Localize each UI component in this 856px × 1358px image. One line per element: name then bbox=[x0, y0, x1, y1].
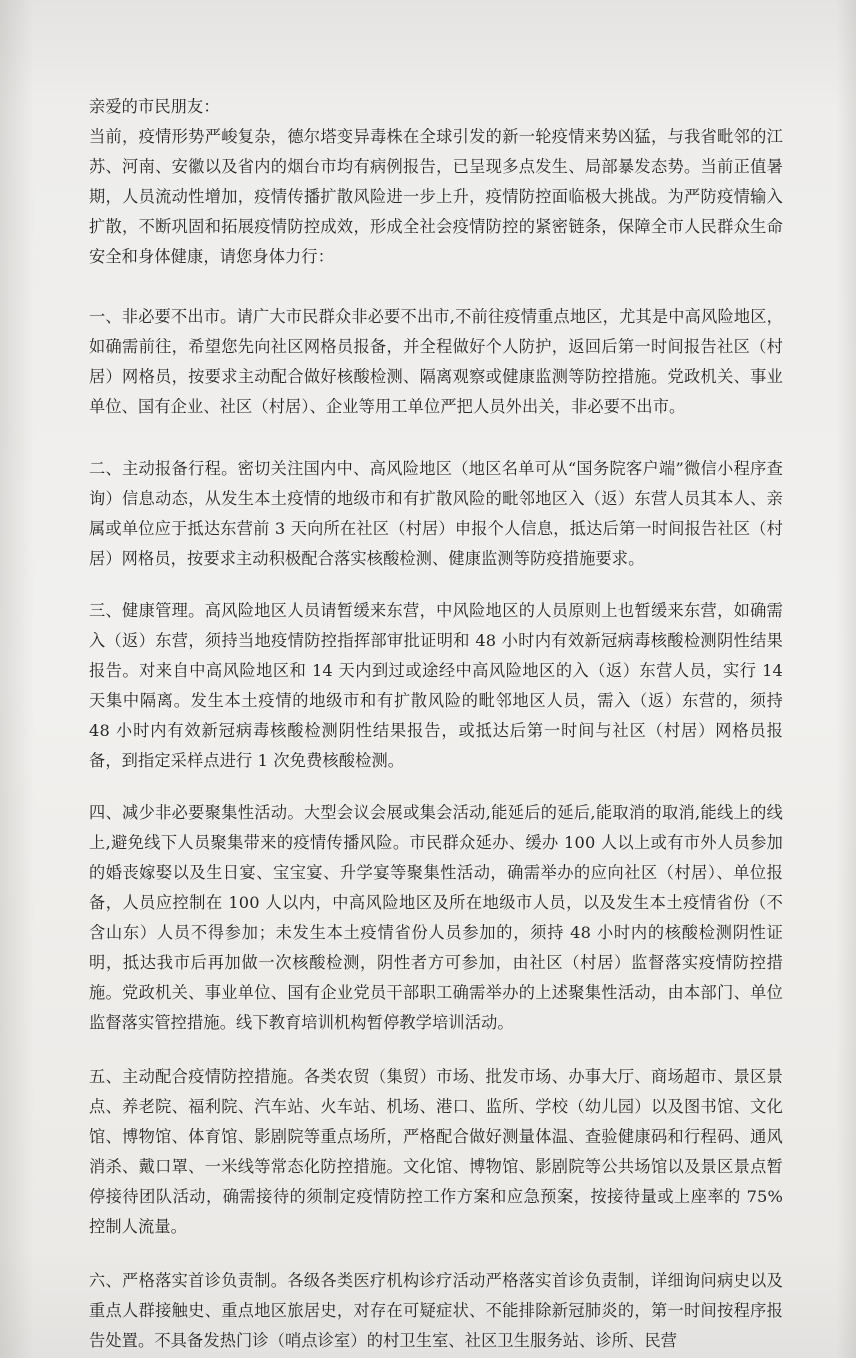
document-body bbox=[89, 92, 783, 1356]
section-4-paragraph: 四、减少非必要聚集性活动。大型会议会展或集会活动,能延后的延后,能取消的取消,能线上的线上,避免线下人员聚集带来的疫情传播风险。市民群众延办、缓办 100 人以上或有市外人员参加的婚丧嫁娶以及生日宴、宝宝宴、升学宴等聚集性活动，确需举办的应向社区（村居）、单位报备，人员应控制在 100 人以内，中高风险地区及所在地级市人员，以及发生本土疫情省份（不含山东）人员不得参加；未发生本土疫情省份人员参加的，须持 48 小时内的核酸检测阴性证明，抵达我市后再加做一次核酸检测，阴性者方可参加，由社区（村居）监督落实疫情防控措施。党政机关、事业单位、国有企业党员干部职工确需举办的上述聚集性活动，由本部门、单位监督落实管控措施。线下教育培训机构暂停教学培训活动。 bbox=[89, 803, 783, 1032]
section-2-paragraph: 二、主动报备行程。密切关注国内中、高风险地区（地区名单可从“国务院客户端”微信小程序查询）信息动态，从发生本土疫情的地级市和有扩散风险的毗邻地区入（返）东营人员其本人、亲属或单位应于抵达东营前 3 天向所在社区（村居）申报个人信息，抵达后第一时间报告社区（村居）网格员，按要求主动积极配合落实核酸检测、健康监测等防疫措施要求。 bbox=[89, 459, 783, 568]
intro-paragraph: 当前，疫情形势严峻复杂，德尔塔变异毒株在全球引发的新一轮疫情来势凶猛，与我省毗邻的江苏、河南、安徽以及省内的烟台市均有病例报告，已呈现多点发生、局部暴发态势。当前正值暑期，人员流动性增加，疫情传播扩散风险进一步上升，疫情防控面临极大挑战。为严防疫情输入扩散，不断巩固和拓展疫情防控成效，形成全社会疫情防控的紧密链条，保障全市人民群众生命安全和身体健康，请您身体力行： bbox=[89, 127, 783, 266]
section-1-paragraph: 一、非必要不出市。请广大市民群众非必要不出市,不前往疫情重点地区，尤其是中高风险地区，如确需前往，希望您先向社区网格员报备，并全程做好个人防护，返回后第一时间报告社区（村居）网格员，按要求主动配合做好核酸检测、隔离观察或健康监测等防控措施。党政机关、事业单位、国有企业、社区（村居）、企业等用工单位严把人员外出关，非必要不出市。 bbox=[89, 307, 783, 416]
page-shadow-right bbox=[836, 0, 856, 1358]
section-6-paragraph: 六、严格落实首诊负责制。各级各类医疗机构诊疗活动严格落实首诊负责制，详细询问病史以及重点人群接触史、重点地区旅居史，对存在可疑症状、不能排除新冠肺炎的，第一时间按程序报告处置。不具备发热门诊（哨点诊室）的村卫生室、社区卫生服务站、诊所、民营 bbox=[89, 1271, 783, 1350]
section-5-paragraph: 五、主动配合疫情防控措施。各类农贸（集贸）市场、批发市场、办事大厅、商场超市、景区景点、养老院、福利院、汽车站、火车站、机场、港口、监所、学校（幼儿园）以及图书馆、文化馆、博物馆、体育馆、影剧院等重点场所，严格配合做好测量体温、查验健康码和行程码、通风消杀、戴口罩、一米线等常态化防控措施。文化馆、博物馆、影剧院等公共场馆以及景区景点暂停接待团队活动，确需接待的须制定疫情防控工作方案和应急预案，按接待量或上座率的 75%控制人流量。 bbox=[89, 1067, 783, 1236]
page-shadow-left bbox=[0, 0, 34, 1358]
salutation: 亲爱的市民朋友： bbox=[89, 97, 220, 116]
section-3-paragraph: 三、健康管理。高风险地区人员请暂缓来东营，中风险地区的人员原则上也暂缓来东营，如确需入（返）东营，须持当地疫情防控指挥部审批证明和 48 小时内有效新冠病毒核酸检测阴性结果报告。对来自中高风险地区和 14 天内到过或途经中高风险地区的入（返）东营人员，实行 14 天集中隔离。发生本土疫情的地级市和有扩散风险的毗邻地区人员，需入（返）东营的，须持 48 小时内有效新冠病毒核酸检测阴性结果报告，或抵达后第一时间与社区（村居）网格员报备，到指定采样点进行 1 次免费核酸检测。 bbox=[89, 601, 783, 770]
